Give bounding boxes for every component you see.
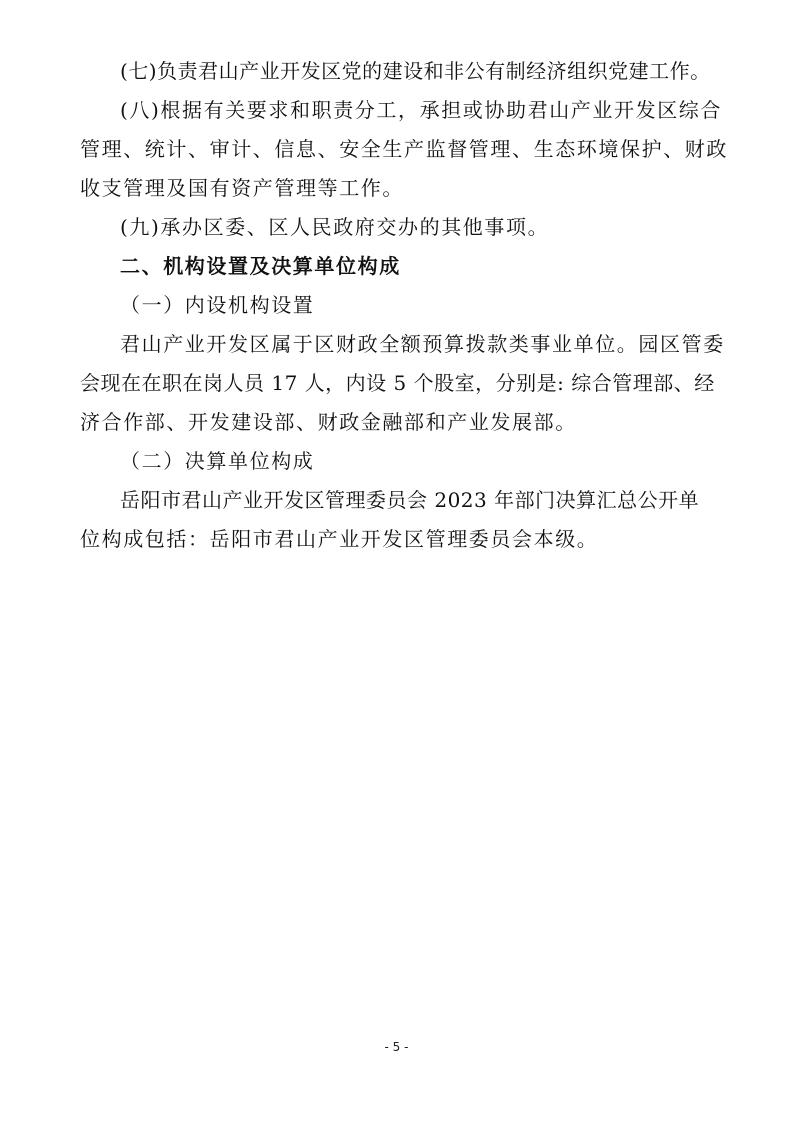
paragraph-final-accounts-line-2: 位构成包括：岳阳市君山产业开发区管理委员会本级。 <box>80 527 599 551</box>
paragraph-duty-7: (七)负责君山产业开发区党的建设和非公有制经济组织党建工作。 <box>120 59 711 83</box>
paragraph-internal-structure-line-2: 会现在在职在岗人员 17 人，内设 5 个股室，分别是: 综合管理部、经 <box>80 371 715 395</box>
paragraph-internal-structure-line-3: 济合作部、开发建设部、财政金融部和产业发展部。 <box>80 410 577 434</box>
subsection-heading-1: （一）内设机构设置 <box>120 293 315 317</box>
paragraph-duty-8-line-1: (八)根据有关要求和职责分工，承担或协助君山产业开发区综合 <box>120 98 723 122</box>
document-body <box>80 52 728 559</box>
paragraph-duty-8-line-2: 管理、统计、审计、信息、安全生产监督管理、生态环境保护、财政 <box>80 137 728 161</box>
section-heading-2: 二、机构设置及决算单位构成 <box>120 254 401 278</box>
paragraph-internal-structure-line-1: 君山产业开发区属于区财政全额预算拨款类事业单位。园区管委 <box>120 332 725 356</box>
paragraph-final-accounts-line-1: 岳阳市君山产业开发区管理委员会 2023 年部门决算汇总公开单 <box>120 488 700 512</box>
page-number: - 5 - <box>384 1040 409 1054</box>
paragraph-duty-9: (九)承办区委、区人民政府交办的其他事项。 <box>120 215 550 239</box>
paragraph-duty-8-line-3: 收支管理及国有资产管理等工作。 <box>80 176 404 200</box>
subsection-heading-2: （二）决算单位构成 <box>120 449 315 473</box>
